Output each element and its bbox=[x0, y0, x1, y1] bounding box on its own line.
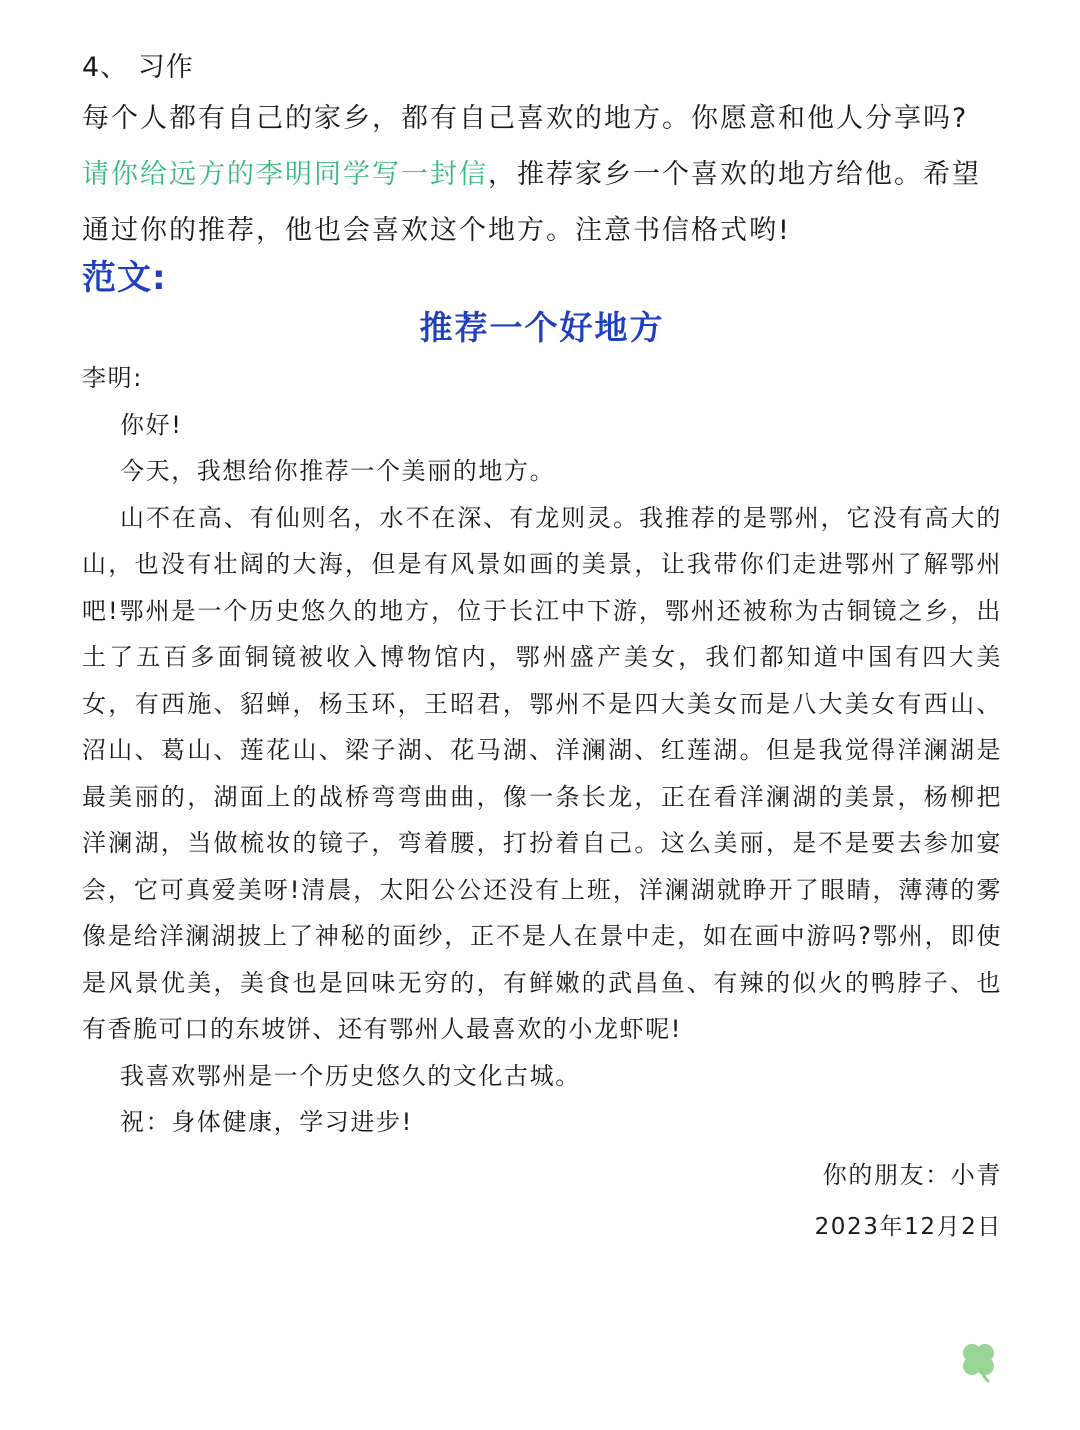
clover-icon bbox=[955, 1340, 1001, 1384]
letter-closing-line: 我喜欢鄂州是一个历史悠久的文化古城。 bbox=[120, 1061, 581, 1090]
prompt-text-1: 每个人都有自己的家乡，都有自己喜欢的地方。你愿意和他人分享吗? bbox=[82, 103, 969, 134]
letter-date: 2023年12月2日 bbox=[814, 1214, 1002, 1240]
letter-signature: 你的朋友：小青 bbox=[822, 1160, 1002, 1189]
task-title: 4、 习作 bbox=[82, 52, 194, 83]
prompt-highlight: 请你给远方的李明同学写一封信 bbox=[82, 159, 488, 190]
letter-main-paragraph: 山不在高、有仙则名，水不在深、有龙则灵。我推荐的是鄂州，它没有高大的山，也没有壮阔的大海，但是有风景如画的美景，让我带你们走进鄂州了解鄂州吧!鄂州是一个历史悠久的地方，位于长江中下游，鄂州还被称为古铜镜之乡，出土了五百多面铜镜被收入博物馆内，鄂州盛产美女，我们都知道中国有四大美女，有西施、貂蝉，杨玉环，王昭君，鄂州不是四大美女而是八大美女有西山、沼山、葛山、莲花山、梁子湖、花马湖、洋澜湖、红莲湖。但是我觉得洋澜湖是最美丽的，湖面上的战桥弯弯曲曲，像一条长龙，正在看洋澜湖的美景，杨柳把洋澜湖，当做梳妆的镜子，弯着腰，打扮着自己。这么美丽，是不是要去参加宴会，它可真爱美呀!清晨，太阳公公还没有上班，洋澜湖就睁开了眼睛，薄薄的雾像是给洋澜湖披上了神秘的面纱，正不是人在景中走，如在画中游吗?鄂州，即使是风景优美，美食也是回味无穷的，有鲜嫩的武昌鱼、有辣的似火的鸭脖子、也有香脆可口的东坡饼、还有鄂州人最喜欢的小龙虾呢! bbox=[82, 503, 1002, 1043]
letter-body bbox=[82, 355, 1002, 1251]
letter-intro: 今天，我想给你推荐一个美丽的地方。 bbox=[120, 457, 556, 485]
letter-greeting: 你好! bbox=[120, 410, 183, 439]
task-prompt bbox=[82, 91, 987, 259]
letter-salutation: 李明: bbox=[82, 364, 143, 392]
model-essay-label: 范文: bbox=[82, 258, 167, 298]
essay-title: 推荐一个好地方 bbox=[419, 308, 665, 347]
prompt-text-2: ，推荐家乡一个喜欢的地方给他。希望通过你的推荐，他也会喜欢这个地方。注意书信格式哟! bbox=[82, 159, 981, 246]
letter-wish: 祝：身体健康，学习进步! bbox=[120, 1108, 413, 1136]
